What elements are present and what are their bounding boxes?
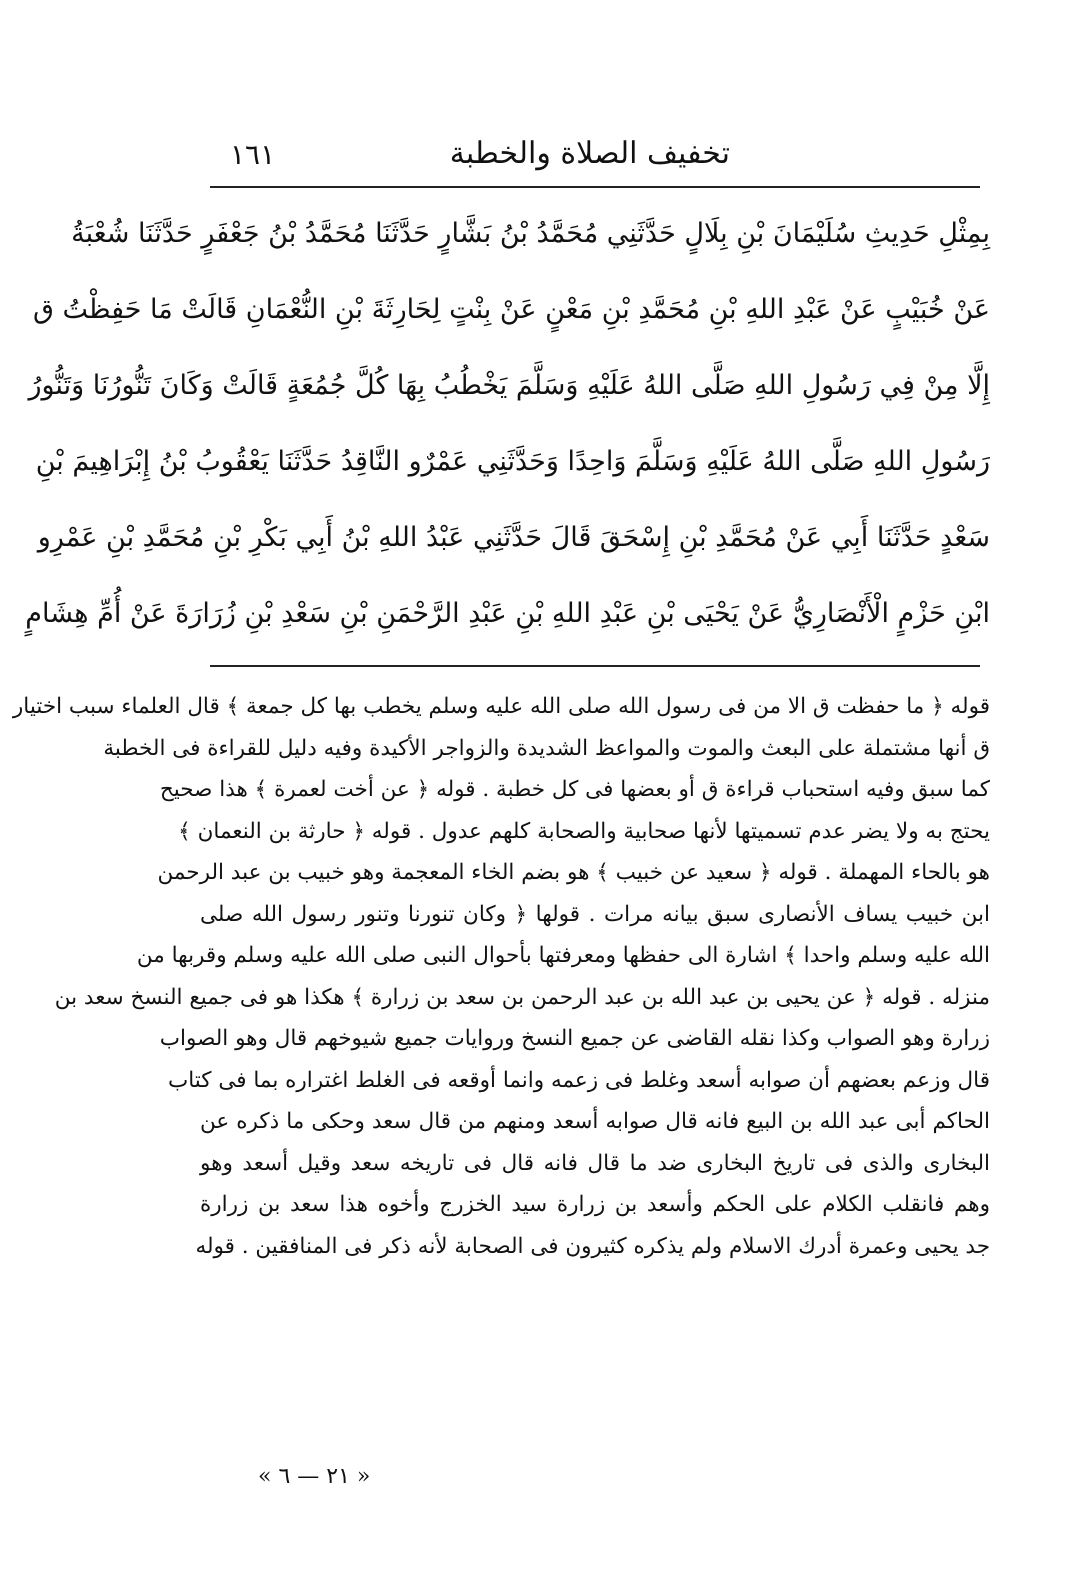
hadith-text [25, 196, 990, 652]
header-divider [210, 186, 980, 188]
hadith-line: عَنْ خُبَيْبٍ عَنْ عَبْدِ اللهِ بْنِ مُحَمَّدِ بْنِ مَعْنٍ عَنْ بِنْتٍ لِحَارِثَةَ بْنِ النُّعْمَانِ قَالَتْ مَا حَفِظْتُ ق [32, 294, 990, 325]
commentary-line: ق أنها مشتملة على البعث والموت والمواعظ الشديدة والزواجر الأكيدة وفيه دليل للقراءة فى الخطبة [103, 735, 990, 761]
commentary-line: جد يحيى وعمرة أدرك الاسلام ولم يذكره كثيرون فى الصحابة لأنه ذكر فى المنافقين . قوله [195, 1233, 990, 1259]
commentary-line: ابن خبيب يساف الأنصارى سبق بيانه مرات . قولها ﴿ وكان تنورنا وتنور رسول الله صلى [200, 901, 990, 927]
commentary-line: قال وزعم بعضهم أن صوابه أسعد وغلط فى زعمه وانما أوقعه فى الغلط اغتراره بما فى كتاب [167, 1067, 990, 1093]
section-divider [210, 665, 980, 667]
page-number: ١٦١ [230, 138, 276, 171]
commentary-text [12, 686, 990, 1267]
hadith-line: إِلَّا مِنْ فِي رَسُولِ اللهِ صَلَّى اللهُ عَلَيْهِ وَسَلَّمَ يَخْطُبُ بِهَا كُلَّ جُمُعَةٍ قَالَتْ وَكَانَ تَنُّورُنَا وَتَنُّورُ [28, 370, 990, 401]
commentary-line: الحاكم أبى عبد الله بن البيع فانه قال صوابه أسعد ومنهم من قال سعد وحكى ما ذكره عن [200, 1109, 990, 1134]
commentary-line: منزله . قوله ﴿ عن يحيى بن عبد الله بن عبد الرحمن بن سعد بن زرارة ﴾ هكذا هو فى جميع النسخ سعد بن [54, 984, 990, 1010]
commentary-line: الله عليه وسلم واحدا ﴾ اشارة الى حفظها ومعرفتها بأحوال النبى صلى الله عليه وسلم وقربها من [136, 943, 990, 968]
hadith-line: ابْنِ حَزْمٍ الْأَنْصَارِيُّ عَنْ يَحْيَى بْنِ عَبْدِ اللهِ بْنِ عَبْدِ الرَّحْمَنِ بْنِ سَعْدِ بْنِ زُرَارَةَ عَنْ أُمِّ هِشَامٍ [25, 598, 990, 629]
hadith-line: بِمِثْلِ حَدِيثِ سُلَيْمَانَ بْنِ بِلَالٍ حَدَّثَنِي مُحَمَّدُ بْنُ بَشَّارٍ حَدَّثَنَا مُحَمَّدُ بْنُ جَعْفَرٍ حَدَّثَنَا شُعْبَةُ [71, 218, 990, 249]
commentary-line: يحتج به ولا يضر عدم تسميتها لأنها صحابية والصحابة كلهم عدول . قوله ﴿ حارثة بن النعمان ﴾ [178, 818, 990, 844]
commentary-line: البخارى والذى فى تاريخ البخارى ضد ما قال فانه قال فى تاريخه سعد وقيل أسعد وهو [200, 1150, 990, 1176]
commentary-line: هو بالحاء المهملة . قوله ﴿ سعيد عن خبيب ﴾ هو بضم الخاء المعجمة وهو خبيب بن عبد الرحمن [157, 860, 990, 885]
commentary-line: قوله ﴿ ما حفظت ق الا من فى رسول الله صلى الله عليه وسلم يخطب بها كل جمعة ﴾ قال العلماء سبب اختيار [12, 694, 990, 719]
hadith-line: سَعْدٍ حَدَّثَنَا أَبِي عَنْ مُحَمَّدِ بْنِ إِسْحَقَ قَالَ حَدَّثَنِي عَبْدُ اللهِ بْنُ أَبِي بَكْرِ بْنِ مُحَمَّدِ بْنِ عَمْرِو [37, 522, 990, 553]
commentary-line: كما سبق وفيه استحباب قراءة ق أو بعضها فى كل خطبة . قوله ﴿ عن أخت لعمرة ﴾ هذا صحيح [159, 777, 990, 802]
hadith-line: رَسُولِ اللهِ صَلَّى اللهُ عَلَيْهِ وَسَلَّمَ وَاحِدًا وَحَدَّثَنِي عَمْرٌو النَّاقِدُ حَدَّثَنَا يَعْقُوبُ بْنُ إِبْرَاهِيمَ بْنِ [35, 446, 990, 477]
page-title: تخفيف الصلاة والخطبة [449, 136, 730, 171]
printer-signature: « ٢١ — ٦ » [258, 1464, 371, 1489]
commentary-line: زرارة وهو الصواب وكذا نقله القاضى عن جميع النسخ وروايات جميع شيوخهم قال وهو الصواب [159, 1026, 990, 1051]
running-header [210, 130, 980, 180]
commentary-line: وهم فانقلب الكلام على الحكم وأسعد بن زرارة سيد الخزرج وأخوه هذا سعد بن زرارة [200, 1192, 990, 1217]
